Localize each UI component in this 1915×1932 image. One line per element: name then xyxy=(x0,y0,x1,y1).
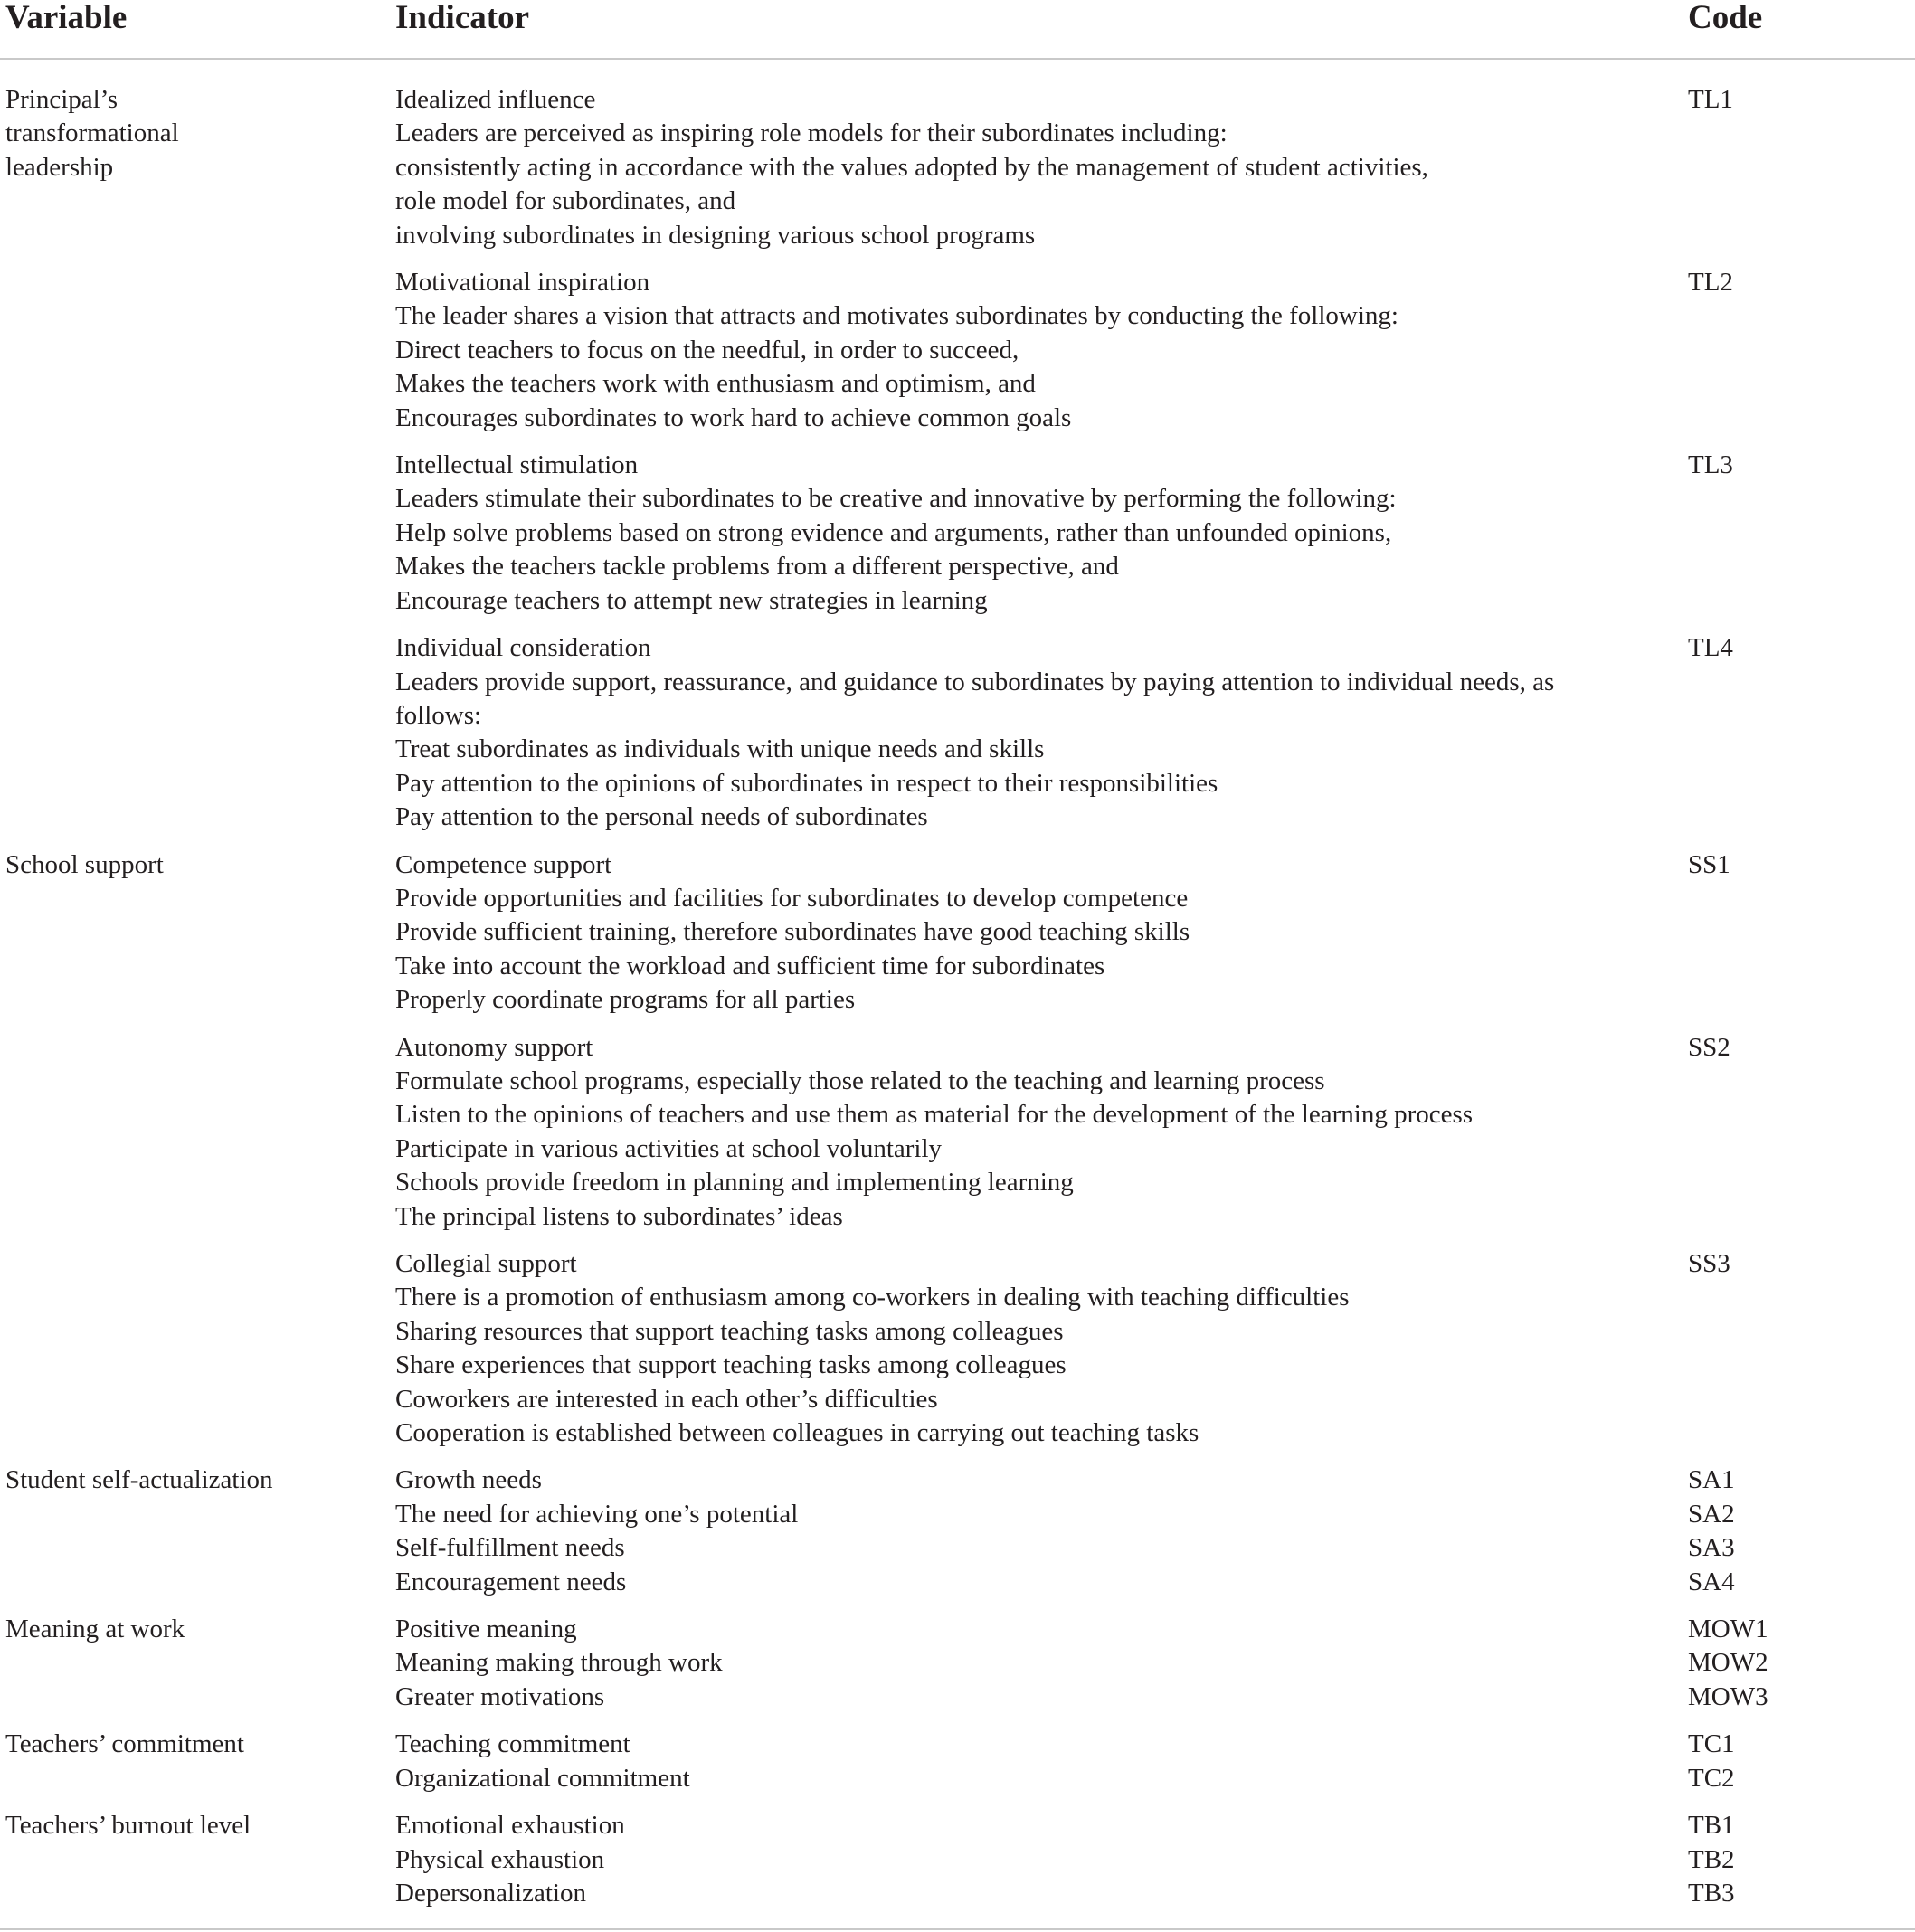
indicator-cell xyxy=(395,1247,1662,1450)
code-text: SS2 xyxy=(1688,1032,1730,1062)
code-text: TB3 xyxy=(1688,1878,1735,1908)
indicator-text: Encourage teachers to attempt new strategies in learning xyxy=(395,585,988,615)
code-text: SA1 xyxy=(1688,1465,1735,1495)
indicator-text: Encouragement needs xyxy=(395,1567,627,1596)
indicator-text: Leaders are perceived as inspiring role models for their subordinates including: xyxy=(395,118,1228,148)
code-text: SS3 xyxy=(1688,1249,1730,1278)
indicator-title: Teaching commitment xyxy=(395,1729,630,1759)
indicator-cell xyxy=(395,83,1662,252)
indicator-cell xyxy=(395,1728,1662,1795)
table-row xyxy=(0,83,1915,252)
code-text: SA3 xyxy=(1688,1533,1735,1563)
indicator-title: Autonomy support xyxy=(395,1032,593,1062)
table-row-group xyxy=(0,1613,1915,1714)
indicator-title: Emotional exhaustion xyxy=(395,1811,625,1841)
code-text: TC2 xyxy=(1688,1763,1735,1793)
code-text: TB1 xyxy=(1688,1811,1735,1841)
code-cell xyxy=(1688,1613,1905,1714)
indicator-title: Individual consideration xyxy=(395,633,651,663)
indicator-text: involving subordinates in designing various school programs xyxy=(395,220,1036,250)
indicator-text: Pay attention to the personal needs of subordinates xyxy=(395,802,928,832)
indicator-title: Competence support xyxy=(395,849,612,879)
indicator-text: Encourages subordinates to work hard to achieve common goals xyxy=(395,402,1072,432)
indicator-text: Take into account the workload and sufficient time for subordinates xyxy=(395,951,1105,980)
indicator-cell xyxy=(395,1809,1662,1910)
indicator-text: The need for achieving one’s potential xyxy=(395,1499,799,1529)
indicator-title: Intellectual stimulation xyxy=(395,450,639,480)
indicator-text: Pay attention to the opinions of subordinates in respect to their responsibilities xyxy=(395,768,1218,798)
indicator-text: The principal listens to subordinates’ ideas xyxy=(395,1201,843,1231)
header-variable: Variable xyxy=(5,0,128,36)
code-cell xyxy=(1688,848,1905,882)
indicator-text: Makes the teachers tackle problems from a different perspective, and xyxy=(395,552,1119,582)
code-text: SS1 xyxy=(1688,849,1730,879)
indicator-text: Cooperation is established between colleagues in carrying out teaching tasks xyxy=(395,1418,1199,1448)
indicator-text: role model for subordinates, and xyxy=(395,186,736,216)
indicator-title: Growth needs xyxy=(395,1465,542,1495)
indicator-cell xyxy=(395,631,1662,834)
variable-text: Teachers’ commitment xyxy=(5,1729,244,1759)
indicator-cell xyxy=(395,848,1662,1018)
indicator-title: Collegial support xyxy=(395,1249,577,1278)
table-row-group xyxy=(0,1728,1915,1795)
header-code: Code xyxy=(1688,0,1763,36)
variable-text: Principal’s xyxy=(5,85,119,114)
code-cell xyxy=(1688,631,1905,665)
table-row xyxy=(0,631,1915,834)
code-cell xyxy=(1688,266,1905,299)
indicator-text: Organizational commitment xyxy=(395,1763,690,1793)
indicator-text: The leader shares a vision that attracts and motivates subordinates by conducting the following: xyxy=(395,301,1398,331)
indicator-text: Provide sufficient training, therefore subordinates have good teaching skills xyxy=(395,917,1190,947)
table-bottom-rule xyxy=(0,1928,1915,1930)
code-cell xyxy=(1688,1809,1905,1910)
code-text: SA2 xyxy=(1688,1499,1735,1529)
code-cell xyxy=(1688,1463,1905,1599)
indicator-text: There is a promotion of enthusiasm among co-workers in dealing with teaching difficulties xyxy=(395,1283,1350,1312)
indicator-text: Meaning making through work xyxy=(395,1648,723,1678)
table-row-group xyxy=(0,1809,1915,1910)
indicator-text: Coworkers are interested in each other’s difficulties xyxy=(395,1384,938,1414)
variable-text: leadership xyxy=(5,152,114,182)
indicator-cell xyxy=(395,1031,1662,1234)
indicator-text: Formulate school programs, especially those related to the teaching and learning process xyxy=(395,1065,1325,1095)
table-row xyxy=(0,1463,1915,1599)
header-indicator: Indicator xyxy=(395,0,529,36)
code-text: TL2 xyxy=(1688,268,1733,298)
indicator-title: Motivational inspiration xyxy=(395,268,650,298)
indicator-text: Self-fulfillment needs xyxy=(395,1533,625,1563)
indicator-text: Properly coordinate programs for all parties xyxy=(395,985,856,1015)
table-body xyxy=(0,60,1915,1910)
table-row xyxy=(0,1031,1915,1234)
indicator-text: Sharing resources that support teaching tasks among colleagues xyxy=(395,1316,1064,1346)
indicator-text: Makes the teachers work with enthusiasm and optimism, and xyxy=(395,369,1036,399)
table-header xyxy=(0,0,1915,60)
table-row xyxy=(0,1728,1915,1795)
indicator-text: Depersonalization xyxy=(395,1878,586,1908)
variable-text: transformational xyxy=(5,118,179,148)
variable-text: Student self-actualization xyxy=(5,1465,273,1495)
indicator-text: Provide opportunities and facilities for subordinates to develop competence xyxy=(395,883,1189,913)
code-text: MOW3 xyxy=(1688,1681,1768,1711)
indicator-title: Positive meaning xyxy=(395,1615,577,1644)
indicator-text: Listen to the opinions of teachers and use them as material for the development of the learning process xyxy=(395,1100,1474,1130)
indicator-cell xyxy=(395,1463,1662,1599)
code-text: TB2 xyxy=(1688,1844,1735,1874)
table-row-group xyxy=(0,848,1915,1451)
code-text: MOW2 xyxy=(1688,1648,1768,1678)
indicator-text: follows: xyxy=(395,700,482,730)
table-row xyxy=(0,1613,1915,1714)
indicator-cell xyxy=(395,266,1662,435)
code-text: MOW1 xyxy=(1688,1615,1768,1644)
indicator-text: Leaders provide support, reassurance, and guidance to subordinates by paying attention to individual needs, as xyxy=(395,667,1555,696)
code-text: SA4 xyxy=(1688,1567,1735,1596)
code-text: TL1 xyxy=(1688,85,1733,114)
variable-text: Meaning at work xyxy=(5,1615,185,1644)
indicator-text: Participate in various activities at school voluntarily xyxy=(395,1133,943,1163)
table-row xyxy=(0,848,1915,1018)
table-row-group xyxy=(0,1463,1915,1599)
indicator-text: Share experiences that support teaching tasks among colleagues xyxy=(395,1350,1067,1380)
table-row xyxy=(0,1809,1915,1910)
indicator-cell xyxy=(395,1613,1662,1714)
indicator-text: Treat subordinates as individuals with unique needs and skills xyxy=(395,734,1045,764)
variable-text: Teachers’ burnout level xyxy=(5,1811,251,1841)
table-row xyxy=(0,266,1915,435)
table-row-group xyxy=(0,83,1915,835)
table-row xyxy=(0,449,1915,618)
indicator-text: Physical exhaustion xyxy=(395,1844,605,1874)
code-cell xyxy=(1688,1031,1905,1065)
indicator-title: Idealized influence xyxy=(395,85,596,114)
code-cell xyxy=(1688,449,1905,482)
indicator-text: Direct teachers to focus on the needful, in order to succeed, xyxy=(395,335,1019,365)
indicator-text: Schools provide freedom in planning and implementing learning xyxy=(395,1168,1074,1198)
variable-text: School support xyxy=(5,849,164,879)
code-text: TL4 xyxy=(1688,633,1733,663)
code-cell xyxy=(1688,83,1905,117)
indicator-text: Greater motivations xyxy=(395,1681,605,1711)
code-text: TL3 xyxy=(1688,450,1733,480)
code-cell xyxy=(1688,1728,1905,1795)
table-row xyxy=(0,1247,1915,1450)
code-text: TC1 xyxy=(1688,1729,1735,1759)
indicator-cell xyxy=(395,449,1662,618)
code-cell xyxy=(1688,1247,1905,1281)
indicator-text: consistently acting in accordance with the values adopted by the management of student activities, xyxy=(395,152,1428,182)
indicator-text: Help solve problems based on strong evidence and arguments, rather than unfounded opinions, xyxy=(395,517,1392,547)
indicator-text: Leaders stimulate their subordinates to be creative and innovative by performing the following: xyxy=(395,484,1397,514)
